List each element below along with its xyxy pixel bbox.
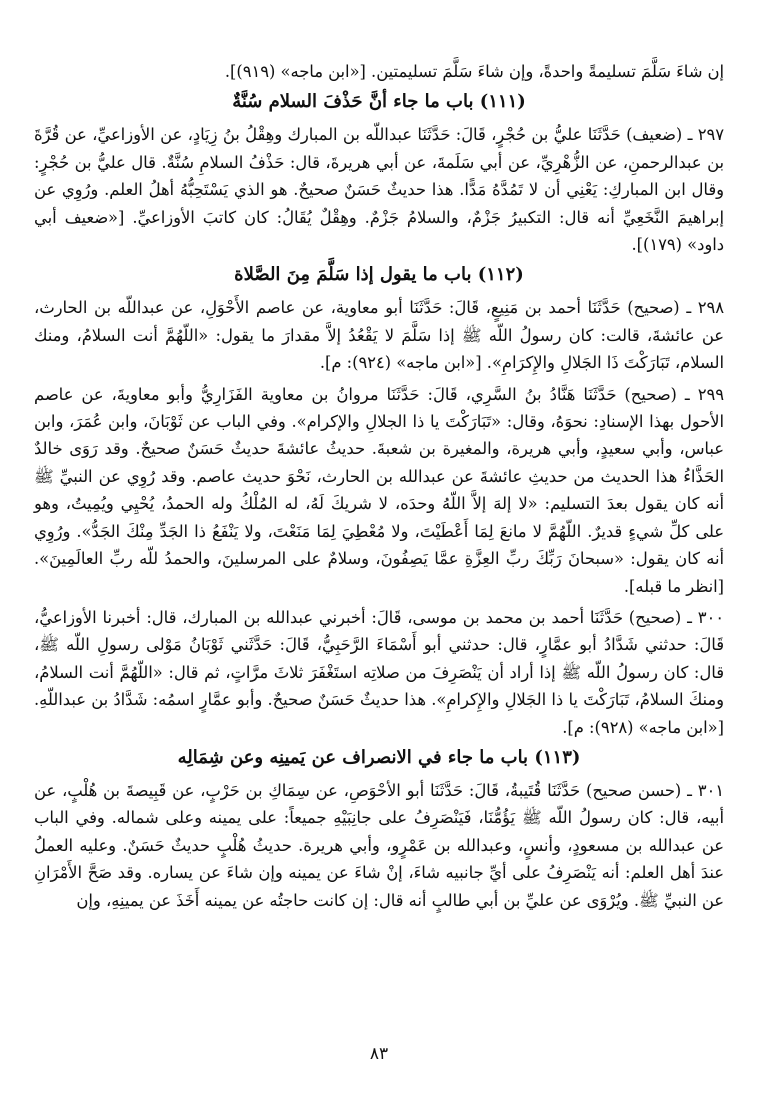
page-number: ٨٣ xyxy=(369,1044,389,1064)
chapter-heading-111: (١١١) باب ما جاء أنَّ حَذْفَ السلام سُنَّةٌ xyxy=(232,91,526,113)
hadith-297: ٢٩٧ ـ (ضعيف) حَدَّثَنَا عليُّ بن حُجْرٍ، قَالَ: حَدَّثَنَا عبداللّه بن المبارك وهِقْلُ بنُ زِيَادٍ، عن الأوزاعيِّ، عن قُرَّةَ بن عبدالرحمنِ، عن الزُّهْرِيِّ، عن أبي سَلَمةَ، عن أبي هريرةَ، قال: حَذْفُ السلامِ سُنَّةٌ. قال عليُّ بن حُجْرٍ: وقال ابن المباركِ: يَعْنِي أن لا تَمُدَّهُ مَدًّا. هذا حديثٌ حَسَنٌ صحيحٌ. هو الذي يَسْتَحِبُّهُ أهلُ العلم. ورُوِي عن إبراهيمَ النَّخَعِيِّ أنه قال: التكبيرُ جَزْمٌ، والسلامُ جَزْمٌ. وهِقْلٌ يُقَالُ: كان كاتبَ الأوزاعيِّ. [«ضعيف أبي داود» (١٧٩)]. xyxy=(34,125,724,255)
chapter-heading-113: (١١٣) باب ما جاء في الانصراف عن يَمينِه وعن شِمَالِه xyxy=(177,746,581,768)
hadith-298: ٢٩٨ ـ (صحيح) حَدَّثَنَا أحمد بن مَنِيعٍ، قَالَ: حَدَّثَنَا أبو معاوية، عن عاصم الأَحْوَلِ، عن عبداللّه بن الحارث، عن عائشةَ، قالت: كان رسولُ اللّه ﷺ إذا سَلَّمَ لا يَقْعُدُ إلاَّ مقدارَ ما يقول: «اللّهُمَّ أنت السلامُ، ومنك السلام، تَبَارَكْتَ ذَا الجَلالِ والإِكرَامِ». [«ابن ماجه» (٩٢٤): م]. xyxy=(34,298,724,373)
page-body xyxy=(34,58,724,914)
hadith-300: ٣٠٠ ـ (صحيح) حَدَّثَنَا أحمد بن محمد بن موسى، قَالَ: أخبرني عبدالله بن المبارك، قال: أخبرنا الأوزاعيُّ، قَالَ: حدثني شَدَّادُ أبو عمَّارٍ، قال: حدثني أبو أَسْمَاءَ الرَّحَبِيُّ، قَالَ: حَدَّثَني ثَوْبَانُ مَوْلى رسولِ اللّه ﷺ، قال: كان رسولُ اللّه ﷺ إذا أراد أن يَنْصَرِفَ من صلاتِه استَغْفَرَ ثلاثَ مرَّاتٍ، ثم قال: «اللّهُمَّ أنت السلامُ، ومنكَ السلامُ، تَبَارَكْتَ يا ذا الجَلالِ والإِكرامِ». هذا حديثٌ حَسَنٌ صحيحٌ. وأبو عمَّارٍ اسمُه: شَدَّادُ بن عبداللّهِ. [«ابن ماجه» (٩٢٨): م]. xyxy=(34,607,724,737)
chapter-heading-112: (١١٢) باب ما يقول إذا سَلَّمَ مِنَ الصَّلاة xyxy=(234,264,524,286)
hadith-299: ٢٩٩ ـ (صحيح) حَدَّثَنَا هَنَّادُ بنُ السَّرِي، قَالَ: حَدَّثَنَا مروانُ بن معاوية الفَزَارِيُّ وأبو معاويةَ، عن عاصم الأحول بهذا الإسنادِ: نحوَهُ، وقال: «تَبَارَكْتَ يا ذا الجلالِ والإكرام». وفي الباب عن ثَوْبَانَ، وابن عُمَرَ، وابن عباس، وأبي سعيدٍ، وأبي هريرة، والمغيرة بن شعبةَ. حديثُ عائشةَ حديثٌ حَسَنٌ صحيحٌ. وقد رَوَى خالدٌ الحَذَّاءُ هذا الحديث من حديثِ عائشةَ عن عبدالله بن الحارث، نَحْوَ حديث عاصم. وقد رُوِي عن النبيِّ ﷺ أنه كان يقول بعدَ التسليم: «لا إلهَ إلاَّ اللّهُ وحدَه، لا شريكَ لَهُ، له المُلْكُ وله الحمدُ، يُحْيِي ويُمِيتُ، وهو على كلِّ شيءٍ قديرٌ. اللّهُمَّ لا مانعَ لِمَا أَعْطَيْتَ، ولا مُعْطِيَ لِمَا مَنَعْتَ، ولا يَنْفَعُ ذا الجَدِّ مِنْكَ الجَدُّ». ورُوِي أنه كان يقول: «سبحانَ رَبِّكَ ربِّ العِزَّةِ عمَّا يَصِفُونَ، وسلامٌ على المرسلينَ، والحمدُ للّه ربِّ العالَمِينَ». [انظر ما قبله]. xyxy=(34,384,724,596)
intro-text: إن شاءَ سَلَّمَ تسليمةً واحدةً، وإن شاءَ سَلَّمَ تسليمتين. [«ابن ماجه» (٩١٩)]. xyxy=(224,62,724,81)
hadith-301: ٣٠١ ـ (حسن صحيح) حَدَّثَنَا قُتَيبةُ، قَالَ: حَدَّثَنَا أبو الأحْوَصِ، عن سِمَاكِ بن حَرْبٍ، عن قَبِيصةَ بن هُلْبٍ، عن أبيه، قال: كان رسولُ اللّه ﷺ يَؤُمُّنَا، فَيَنْصَرِفُ على جانِبَيْهِ جميعاً: على يمينه وعلى شماله. وفي الباب عن عبدالله بن مسعودٍ، وأنسٍ، وعبدالله بن عَمْرٍو، وأبي هريرة. حديثُ هُلْبٍ حديثٌ حَسَنٌ. وعليه العملُ عندَ أهل العلم: أنه يَنْصَرِفُ على أيِّ جانبيه شاءَ، إنْ شاءَ عن يمينه وإن شاءَ عن يساره. وقد صَحَّ الأَمْرَانِ عن النبيِّ ﷺ. ويُرْوَى عن عليِّ بن أبي طالبٍ أنه قال: إن كانت حاجتُه عن يمينه أَخَذَ عن يمينِهِ، وإن xyxy=(34,780,724,910)
